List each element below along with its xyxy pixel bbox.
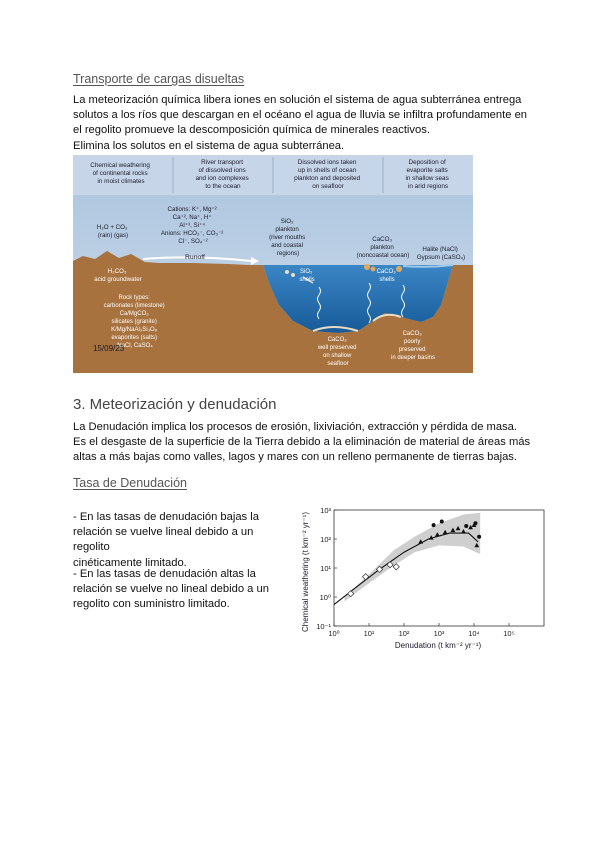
denudation-chart [298,500,550,652]
paragraph-line: La Denudación implica los procesos de erosión, lixiviación, extracción y pérdida de masa. [73,421,518,433]
diamond-data-point [473,521,477,525]
caco3-plankton-label: CaCO₃ plankton (noncoastal ocean) [356,236,410,259]
paragraph-line: Elimina los solutos en el sistema de agua subterránea. [73,139,345,152]
x-tick-label: 10⁰ [328,629,340,638]
subheading-tasa: Tasa de Denudación [73,476,187,490]
paragraph-transporte [73,93,533,154]
x-tick-label: 10² [398,629,410,638]
y-tick-label: 10⁰ [319,593,331,602]
subheading-transporte: Transporte de cargas disueltas [73,72,245,86]
paragraph-line: Es el desgaste de la superficie de la Tierra debido a la eliminación de material de áreas más [73,436,531,449]
dissolved-load-diagram [73,155,473,373]
paragraph-line: solutos a los ríos que descargan en el océano el agua de lluvia se infiltra profundamente en [73,109,528,122]
y-tick-label: 10³ [320,506,331,515]
y-tick-label: 10¹ [320,564,331,573]
ions-label: Cations: K⁺, Mg⁺² Ca⁺², Na⁺, H⁺ Al⁺³, Si⁺⁴ Anions: HCO₃⁻, CO₃⁻² Cl⁻, SO₄⁻² [160,206,224,245]
caco3-poor-label: CaCO₃ poorly preserved in deeper basins [390,331,436,361]
groundwater-label: H₂CO₃ acid groundwater [94,268,142,283]
diamond-data-point [477,535,481,539]
rock-types-label: Rock types: carbonates (limestone) Ca/MgCO₃ silicates (granite) K/Mg/NaAl₃Si₃O₈ evaporites (salts) NaCl, CaSO₄ [103,295,165,349]
diamond-data-point [464,524,468,528]
rain-label: H₂O + CO₂ (rain) (gas) [96,224,129,239]
x-tick-label: 10⁴ [468,629,480,638]
runoff-label: Runoff [185,254,205,261]
y-tick-label: 10² [320,535,331,544]
x-tick-label: 10⁵ [503,629,515,638]
paragraph-line: cinéticamente limitado. [73,556,187,569]
header-dissolved-ions: Dissolved ions taken up in shells of ocean plankton and deposited on seafloor [294,159,361,190]
paragraph-line: relación se vuelve no lineal debido a un [73,583,269,596]
page-stamp: 15/09/23 [93,344,125,353]
halite-label: Halite (NaCl) Gypsum (CaSO₄) [416,246,466,261]
diamond-data-point [432,523,436,527]
sio2-shells-label: SiO₂ shells [299,269,315,283]
x-axis-label: Denudation (t km⁻² yr⁻¹) [394,641,482,650]
caco3-shells-label: CaCO₃ shells [376,269,396,283]
header-river-transport: River transport of dissolved ions and ion complexes to the ocean [195,159,249,190]
paragraph-line: el regolito promueve la descomposición química de minerales reactivos. [73,124,430,137]
bullet-low-rates [73,510,293,571]
y-axis-label: Chemical weathering (t km⁻² yr⁻¹) [301,511,310,633]
x-tick-label: 10³ [433,629,445,638]
header-evaporites: Deposition of evaporite salts in shallow seas in arid regions [405,159,449,190]
paragraph-line: relación se vuelve lineal debido a un regolito [73,526,254,554]
paragraph-denudacion [73,420,543,466]
bullet-high-rates [73,567,293,613]
paragraph-line: altas a más bajas como valles, lagos y mares con un relleno permanente de tierras bajas. [73,451,517,464]
y-tick-label: 10⁻¹ [316,622,331,631]
paragraph-line: La meteorización química libera iones en solución el sistema de agua subterránea entrega [73,94,522,106]
sio2-plankton-label: SiO₂ plankton (river mouths and coastal regions) [269,218,306,257]
section-heading-denudacion: 3. Meteorización y denudación [73,396,277,413]
diamond-data-point [440,520,444,524]
header-weathering: Chemical weathering of continental rocks in moist climates [90,162,150,185]
paragraph-line: - En las tasas de denudación bajas la [73,511,259,523]
paragraph-line: regolito con suministro limitado. [73,598,230,611]
x-tick-label: 10¹ [363,629,375,638]
caco3-preserved-label: CaCO₃ well preserved on shallow seafloor [317,337,357,367]
paragraph-line: - En las tasas de denudación altas la [73,568,256,580]
